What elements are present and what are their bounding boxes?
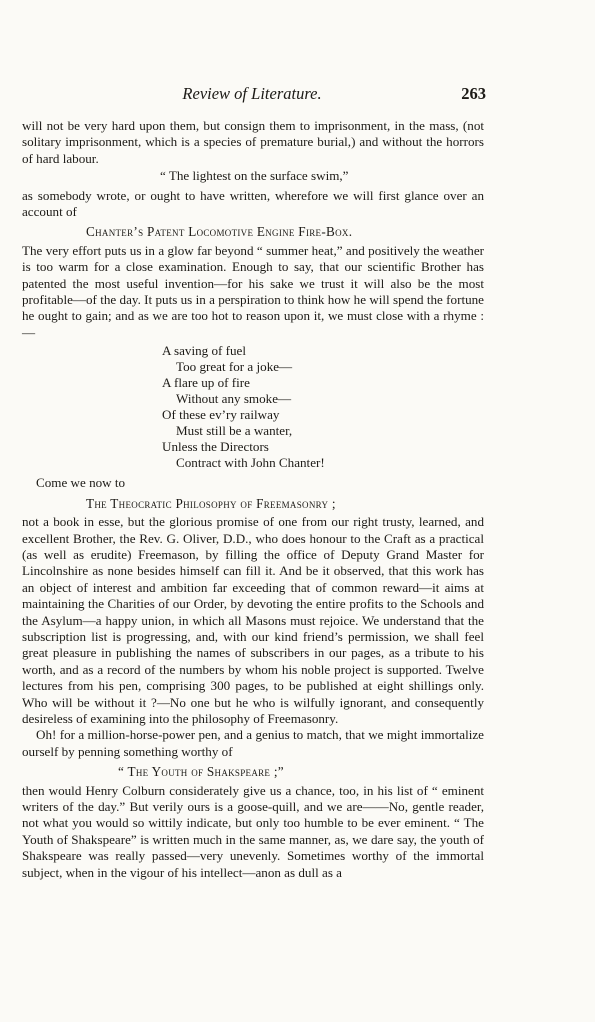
poem-line: A saving of fuel [162,343,247,359]
page-header [22,84,486,106]
section-heading-freemasonry: The Theocratic Philosophy of Freemasonry ; [86,495,336,511]
paragraph-3: The very effort puts us in a glow far beyond “ summer heat,” and positively the weather is too warm for a close examination. Enough to say, that our scientific Brother has patented the most useful invention—for his sake we trust it will also be the most profitable—of the day. It puts us in a perspiration to think how he will spend the fortune he ought to gain; and as we are too hot to reason upon it, we must close with a rhyme :— [22,242,484,340]
body-text [22,118,484,881]
running-title: Review of Literature. [182,84,322,103]
paragraph-1: will not be very hard upon them, but consign them to imprisonment, in the mass, (not solitary imprisonment, which is a species of premature burial,) and without the horrors of hard labour. [22,118,484,166]
poem-line: Must still be a wanter, [176,423,293,439]
transition-line: Come we now to [36,475,126,491]
paragraph-2: as somebody wrote, or ought to have written, wherefore we will first glance over an account of [22,187,484,220]
section-heading-fire-box: Chanter’s Patent Locomotive Engine Fire-Box. [86,224,353,240]
section-heading-shakspeare: “ The Youth of Shakspeare ;” [118,764,284,780]
page-number: 263 [461,84,486,103]
poem-line: Too great for a joke— [176,359,293,375]
poem-line: Unless the Directors [162,439,269,455]
poem-line: Of these ev’ry railway [162,407,280,423]
paragraph-4: not a book in esse, but the glorious promise of one from our right trusty, learned, and excellent Brother, the Rev. G. Oliver, D.D., who does honour to the Craft as a practical (as well as erudite) Freemason, by filling the office of Deputy Grand Master for Lincolnshire as none besides himself can fill it. And be it observed, that this work has an object of interest and ambition far exceeding that of common reward—it aims at maintaining the Charities of our Order, by devoting the entire profits to the Schools and the Asylum—a happy union, in which all Masons must rejoice. We understand that the subscription list is progressing, and, with our kind friend’s permission, we shall feel great pleasure in publishing the names of subscribers in our pages, as a tribute to his worth, and as a record of the numbers by whom his noble project is supported. Twelve lectures from his pen, comprising 300 pages, to be published at eight shillings only. Who will be without it ?—No one but he who is wilfully ignorant, and consequently desireless of examining into the philosophy of Freemasonry. [22,514,484,726]
poem-line: Contract with John Chanter! [176,455,325,471]
paragraph-5: Oh! for a million-horse-power pen, and a genius to match, that we might immortalize ourself by penning something worthy of [22,727,484,759]
poem-line: A flare up of fire [162,375,250,391]
paragraph-6: then would Henry Colburn considerately give us a chance, too, in his list of “ eminent writers of the day.” But verily ours is a goose-quill, and we are——No, gentle reader, not what you would so wittily indicate, but only too humble to be ever eminent. “ The Youth of Shakspeare” is written much in the same manner, as, we dare say, the youth of Shakspeare was really passed—very unevenly. Sometimes worthy of the immortal subject, when in the vigour of his intellect—anon as dull as a [22,782,484,880]
rhyme [162,343,484,471]
verse-quote: “ The lightest on the surface swim,” [160,168,349,184]
poem-line: Without any smoke— [176,391,292,407]
